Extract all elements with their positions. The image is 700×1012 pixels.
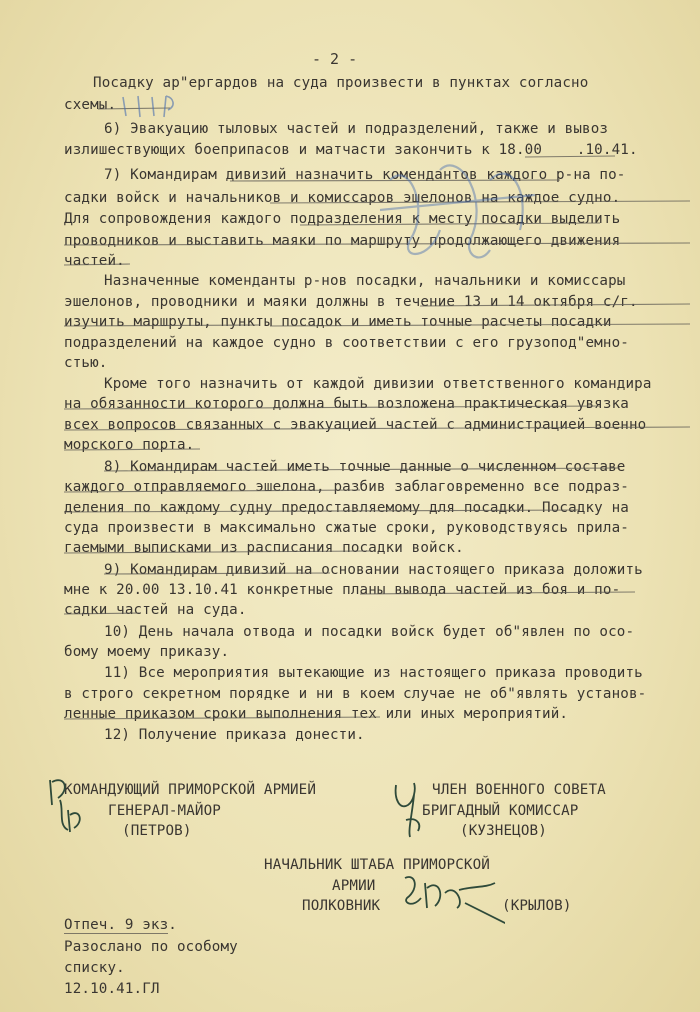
- sig-left-title: КОМАНДУЮЩИЙ ПРИМОРСКОЙ АРМИЕЙ: [64, 782, 317, 798]
- blue-pencil-number: [118, 92, 188, 120]
- text-line: 11) Все мероприятия вытекающие из настоящего приказа проводить: [104, 665, 643, 681]
- sig-center-name: (КРЫЛОВ): [502, 898, 572, 914]
- text-line: всех вопросов связанных с эвакуацией частей с администрацией военно: [64, 417, 647, 433]
- blue-pencil-mark: [370, 150, 540, 280]
- text-line: бому моему приказу.: [64, 644, 230, 660]
- sig-right-name: (КУЗНЕЦОВ): [460, 823, 547, 839]
- sig-left-rank: ГЕНЕРАЛ-МАЙОР: [108, 803, 221, 819]
- text-line: 12) Получение приказа донести.: [104, 727, 365, 743]
- text-line: 10) День начала отвода и посадки войск будет об"явлен по осо-: [104, 624, 635, 640]
- text-line: 8) Командирам частей иметь точные данные о численном составе: [104, 459, 626, 475]
- text-line: ленные приказом сроки выполнения тех или иных мероприятий.: [64, 706, 569, 722]
- sig-center-title: НАЧАЛЬНИК ШТАБА ПРИМОРСКОЙ: [264, 857, 490, 873]
- signature-kuznetsov: [388, 775, 438, 845]
- sig-right-title: ЧЛЕН ВОЕННОГО СОВЕТА: [432, 782, 606, 798]
- text-line: 6) Эвакуацию тыловых частей и подразделений, также и вывоз: [104, 121, 609, 137]
- sig-center-rank: ПОЛКОВНИК: [302, 898, 381, 914]
- text-line: 9) Командирам дивизий на основании настоящего приказа доложить: [104, 562, 643, 578]
- text-line: садки войск и начальников и комиссаров эшелонов на каждое судно.: [64, 190, 621, 206]
- signature-petrov: [40, 770, 100, 840]
- text-line: эшелонов, проводники и маяки должны в течение 13 и 14 октября с/г.: [64, 294, 638, 310]
- text-line: излишествующих боеприпасов и матчасти закончить к 18.00 .10.41.: [64, 142, 638, 158]
- text-line: гаемыми выписками из расписания посадки войск.: [64, 540, 464, 556]
- signature-krylov: [395, 868, 505, 938]
- text-line: на обязанности которого должна быть возложена практическая увязка: [64, 396, 629, 412]
- text-line: подразделений на каждое судно в соответствии с его грузопод"емно-: [64, 335, 629, 351]
- text-line: Посадку ар"ергардов на суда произвести в пунктах согласно: [93, 75, 589, 91]
- text-line: каждого отправляемого эшелона, разбив заблаговременно все подраз-: [64, 479, 629, 495]
- text-line: Для сопровождения каждого подразделения к месту посадки выделить: [64, 211, 621, 227]
- sig-left-name: (ПЕТРОВ): [122, 823, 192, 839]
- footer-underline: [64, 933, 168, 934]
- text-line: суда произвести в максимально сжатые сроки, руководствуясь прила-: [64, 520, 629, 536]
- text-line: деления по каждому судну предоставляемому для посадки. Посадку на: [64, 500, 629, 516]
- sig-center-army: АРМИИ: [332, 878, 376, 894]
- text-line: 7) Командирам дивизий назначить комендантов каждого р-на по-: [104, 167, 626, 183]
- sig-right-rank: БРИГАДНЫЙ КОМИССАР: [422, 803, 579, 819]
- footer-copies: Отпеч. 9 экз.: [64, 917, 177, 933]
- footer-distributed: Разослано по особому: [64, 939, 238, 955]
- text-line: в строго секретном порядке и ни в коем случае не об"являть установ-: [64, 686, 647, 702]
- footer-date: 12.10.41.ГЛ: [64, 981, 160, 997]
- text-line: морского порта.: [64, 437, 195, 453]
- text-line: стью.: [64, 355, 108, 371]
- text-line: схемы.: [64, 97, 117, 113]
- text-line: Назначенные коменданты р-нов посадки, начальники и комиссары: [104, 273, 626, 289]
- text-line: проводников и выставить маяки по маршруту продолжающего движения: [64, 233, 621, 249]
- text-line: мне к 20.00 13.10.41 конкретные планы вывода частей из боя и по-: [64, 582, 621, 598]
- text-line: садки частей на суда.: [64, 602, 247, 618]
- text-line: изучить маршруты, пункты посадок и иметь точные расчеты посадки: [64, 314, 612, 330]
- text-line: Кроме того назначить от каждой дивизии ответственного командира: [104, 376, 652, 392]
- text-line: частей.: [64, 253, 125, 269]
- footer-list: списку.: [64, 960, 125, 976]
- page-number: - 2 -: [312, 50, 358, 68]
